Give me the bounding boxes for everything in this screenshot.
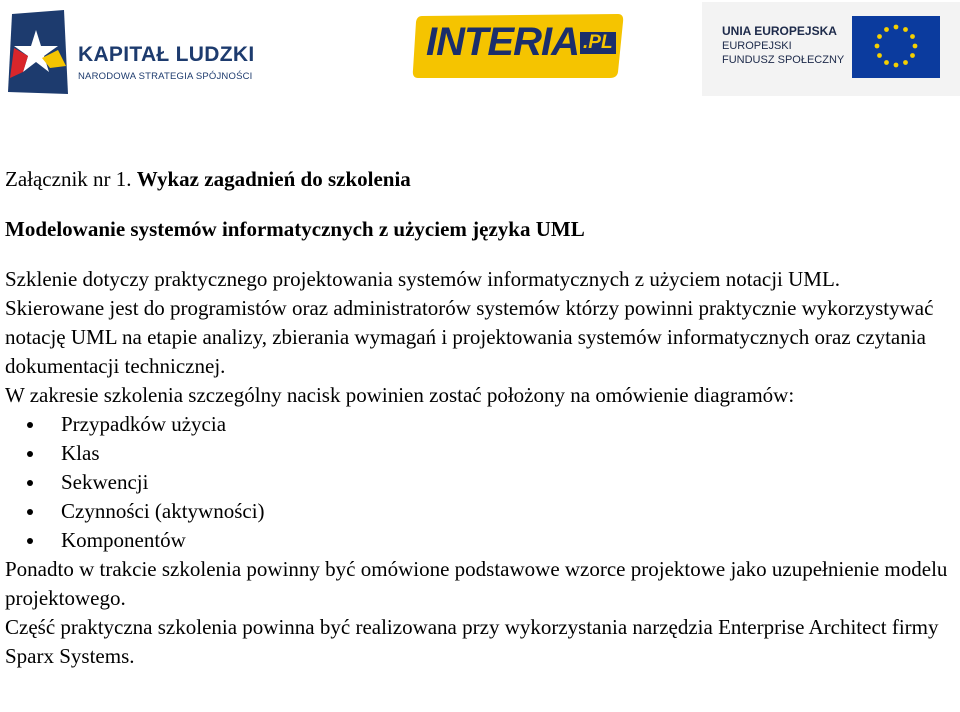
eu-logo-text — [722, 24, 850, 66]
bullet-icon — [27, 509, 33, 515]
list-item-text: Klas — [61, 441, 100, 465]
intro-paragraph: Szklenie dotyczy praktycznego projektowania systemów informatycznych z użyciem notacji UML. — [5, 267, 841, 291]
eu-line-2: EUROPEJSKI — [722, 40, 792, 52]
bullet-icon — [27, 451, 33, 457]
annex-title: Wykaz zagadnień do szkolenia — [136, 167, 411, 191]
interia-logo — [412, 12, 626, 80]
annex-prefix: Załącznik nr 1. — [5, 167, 137, 191]
kapital-ludzki-subtitle: NARODOWA STRATEGIA SPÓJNOŚCI — [78, 71, 253, 82]
kapital-ludzki-title: KAPITAŁ LUDZKI — [78, 43, 255, 66]
eu-line-1: UNIA EUROPEJSKA — [722, 24, 837, 38]
eu-logo — [702, 2, 960, 96]
scope-intro: W zakresie szkolenia szczególny nacisk powinien zostać położony na omówienie diagramów: — [5, 383, 795, 407]
course-title: Modelowanie systemów informatycznych z użyciem języka UML — [5, 217, 585, 241]
list-item-text: Sekwencji — [61, 470, 149, 494]
list-item-text: Czynności (aktywności) — [61, 499, 265, 523]
annex-heading — [5, 165, 955, 194]
eu-flag-icon — [852, 16, 940, 78]
list-item — [5, 439, 955, 468]
list-item-text: Komponentów — [61, 528, 186, 552]
bullet-icon — [27, 422, 33, 428]
interia-domain-suffix: .PL — [580, 32, 616, 54]
document-body — [5, 165, 955, 671]
bullet-icon — [27, 538, 33, 544]
eu-line-3: FUNDUSZ SPOŁECZNY — [722, 54, 845, 66]
audience-paragraph: Skierowane jest do programistów oraz administratorów systemów którzy powinni praktycznie wykorzystywać notację UML na etapie analizy, zbierania wymagań i projektowania systemów informatycznych oraz czytania dokumentacji technicznej. — [5, 296, 934, 378]
list-item — [5, 497, 955, 526]
list-item — [5, 526, 955, 555]
interia-wordmark: INTERIA — [426, 20, 579, 64]
bullet-icon — [27, 480, 33, 486]
diagram-list — [5, 410, 955, 555]
kapital-ludzki-logo — [6, 8, 276, 96]
list-item-text: Przypadków użycia — [61, 412, 227, 436]
list-item — [5, 468, 955, 497]
star-icon — [6, 8, 70, 96]
practical-paragraph: Część praktyczna szkolenia powinna być realizowana przy wykorzystania narzędzia Enterprise Architect firmy Sparx Systems. — [5, 615, 939, 668]
patterns-paragraph: Ponadto w trakcie szkolenia powinny być omówione podstawowe wzorce projektowe jako uzupełnienie modelu projektowego. — [5, 557, 948, 610]
header-logos — [0, 0, 960, 100]
list-item — [5, 410, 955, 439]
